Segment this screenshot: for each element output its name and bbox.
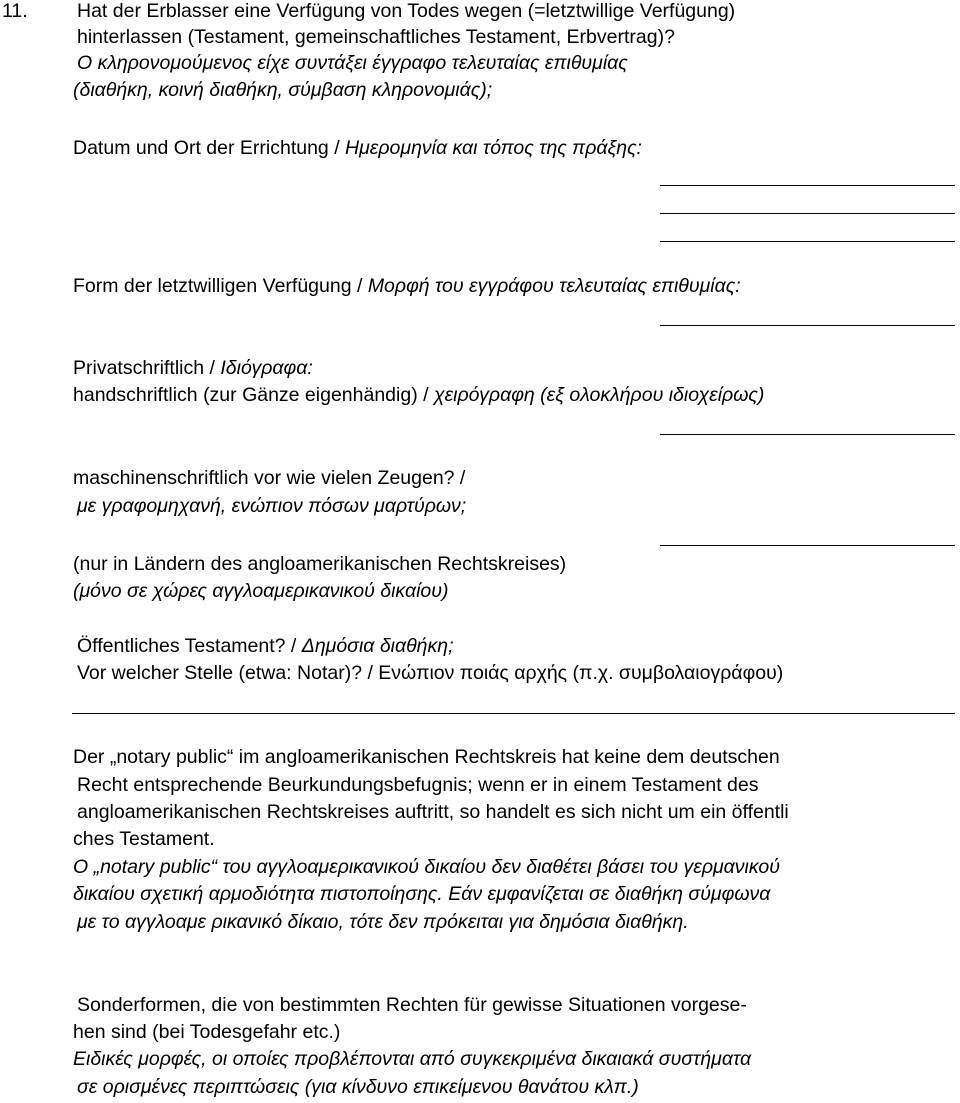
authority-answer-line[interactable] [72,713,955,714]
notary-de-line-2: Recht entsprechende Beurkundungsbefugnis; wenn er in einem Testament des [77,774,759,796]
private-label-el: Ιδιόγραφα: [220,357,313,379]
authority-label: Vor welcher Stelle (etwa: Notar)? / Ενώπιον ποιάς αρχής (π.χ. συμβολαιογράφου) [77,662,784,684]
anglo-note-el: (μόνο σε χώρες αγγλοαμερικανικού δικαίου) [73,580,449,602]
question-de-line-1: Hat der Erblasser eine Verfügung von Todes wegen (=letztwillige Verfügung) [77,0,736,22]
special-de-line-1: Sonderformen, die von bestimmten Rechten für gewisse Situationen vorgese- [77,994,747,1016]
public-label-el: Δημόσια διαθήκη; [301,635,454,657]
anglo-note-de: (nur in Ländern des angloamerikanischen Rechtskreises) [73,553,567,575]
date-place-label [73,139,642,159]
date-place-label-de: Datum und Ort der Errichtung / [73,137,340,159]
date-place-label-el: Ημερομηνία και τόπος της πράξης: [345,137,642,159]
notary-de-line-3: angloamerikanischen Rechtskreises auftritt, so handelt es sich nicht um ein öffentli [77,801,789,823]
handwritten-label-el: χειρόγραφη (εξ ολοκλήρου ιδιοχείρως) [433,384,765,406]
special-el-line-1: Ειδικές μορφές, οι οποίες προβλέπονται από συγκεκριμένα δικαιακά συστήματα [73,1048,752,1070]
public-label [77,637,454,657]
question-el-line-2: (διαθήκη, κοινή διαθήκη, σύμβαση κληρονομιάς); [73,79,493,101]
question-de-line-2: hinterlassen (Testament, gemeinschaftliches Testament, Erbvertrag)? [77,26,675,48]
date-place-answer-line-1[interactable] [660,185,955,186]
question-el-line-1: Ο κληρονομούμενος είχε συντάξει έγγραφο τελευταίας επιθυμίας [77,52,628,74]
typewritten-answer-line[interactable] [660,545,955,546]
notary-de-line-4: ches Testament. [73,828,215,850]
notary-el-line-2: δικαίου σχετική αρμοδιότητα πιστοποίησης. Εάν εμφανίζεται σε διαθήκη σύμφωνα [73,883,771,905]
special-de-line-2: hen sind (bei Todesgefahr etc.) [73,1021,341,1043]
handwritten-answer-line[interactable] [660,434,955,435]
special-el-line-2: σε ορισμένες περιπτώσεις (για κίνδυνο επικείμενου θανάτου κλπ.) [77,1076,639,1098]
form-label-de: Form der letztwilligen Verfügung / [73,275,363,297]
form-label [73,277,741,297]
form-label-el: Μορφή του εγγράφου τελευταίας επιθυμίας: [367,275,741,297]
private-label-de: Privatschriftlich / [73,357,215,379]
date-place-answer-line-2[interactable] [660,213,955,214]
handwritten-label [73,386,764,406]
public-label-de: Öffentliches Testament? / [77,635,297,657]
form-answer-line[interactable] [660,325,955,326]
notary-de-line-1: Der „notary public“ im angloamerikanischen Rechtskreis hat keine dem deutschen [73,746,780,768]
date-place-answer-line-3[interactable] [660,241,955,242]
private-label [73,359,313,379]
notary-el-line-1: Ο „notary public“ του αγγλοαμερικανικού δικαίου δεν διαθέτει βάσει του γερμανικού [73,856,780,878]
typewritten-label-de: maschinenschriftlich vor wie vielen Zeugen? / [73,467,466,489]
item-number: 11. [2,0,28,22]
handwritten-label-de: handschriftlich (zur Gänze eigenhändig) / [73,384,429,406]
notary-el-line-3: με το αγγλοαμε ρικανικό δίκαιο, τότε δεν πρόκειται για δημόσια διαθήκη. [77,911,689,933]
typewritten-label-el: με γραφομηχανή, ενώπιον πόσων μαρτύρων; [77,495,467,517]
